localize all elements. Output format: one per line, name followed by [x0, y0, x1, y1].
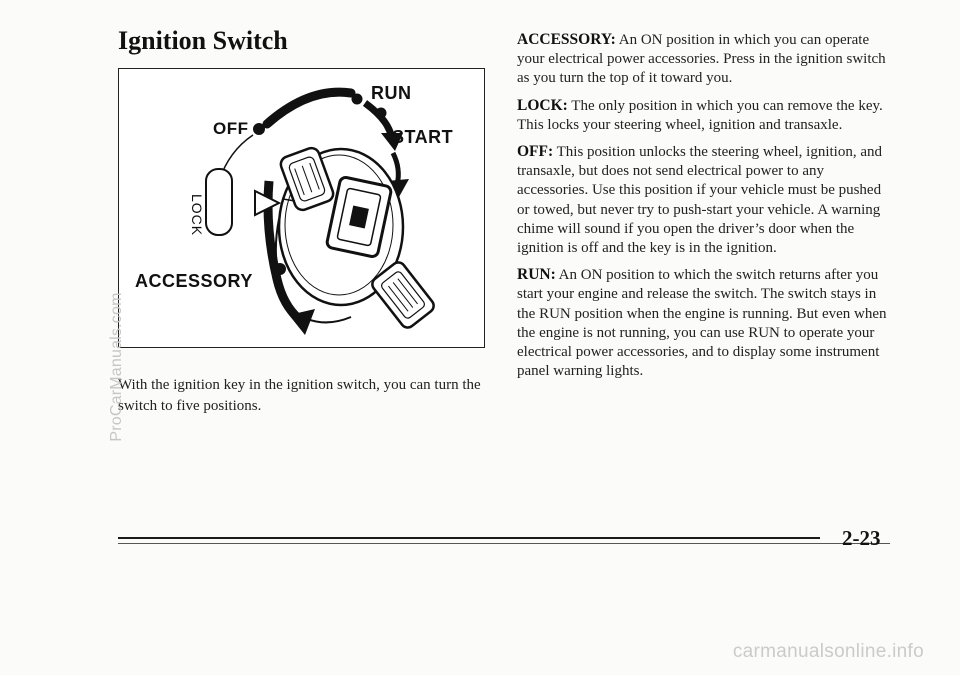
ignition-switch-figure — [118, 68, 485, 348]
side-watermark: ProCarManuals.com — [108, 292, 125, 442]
bottom-watermark: carmanualsonline.info — [732, 641, 924, 662]
definition-text: An ON position to which the switch returns after you start your engine and release the switch. The switch stays in the RUN position when the engine is running. But even when the engine is not running, you can use RUN to operate your electrical power accessories, and to display some instrument panel warning lights. — [517, 267, 887, 380]
figure-caption: With the ignition key in the ignition switch, you can turn the switch to five positions. — [118, 377, 481, 414]
definition-term: LOCK: — [517, 96, 568, 114]
definition-text: An ON position in which you can operate your electrical power accessories. Press in the ignition switch as you turn the top of it toward you. — [517, 32, 886, 87]
off-label: OFF — [213, 119, 249, 138]
definition-term: RUN: — [517, 266, 556, 284]
footer-rule-thin — [118, 543, 890, 544]
page-title: Ignition Switch — [118, 26, 288, 55]
page-number: 2-23 — [842, 526, 881, 550]
footer-rule — [118, 537, 820, 539]
run-label: RUN — [371, 83, 412, 103]
definition-term: OFF: — [517, 143, 554, 161]
position-definitions — [517, 30, 889, 388]
definition-text: The only position in which you can remove the key. This locks your steering wheel, ignition and transaxle. — [517, 97, 883, 133]
lock-label: LOCK — [189, 194, 205, 237]
accessory-label: ACCESSORY — [135, 271, 253, 291]
definition-run — [517, 265, 889, 381]
definition-lock — [517, 96, 889, 135]
definition-text: This position unlocks the steering wheel, ignition, and transaxle, but does not send electrical power to any accessories. Use this position if your vehicle must be pushed or towed, but never try to push-start your vehicle. A warning chime will sound if you open the driver’s door when the ignition is off and the key is in the ignition. — [517, 144, 883, 257]
definition-accessory — [517, 30, 889, 89]
definition-off — [517, 142, 889, 258]
definition-term: ACCESSORY: — [517, 31, 616, 48]
ignition-switch-illustration — [119, 69, 486, 349]
start-label: START — [392, 127, 454, 147]
